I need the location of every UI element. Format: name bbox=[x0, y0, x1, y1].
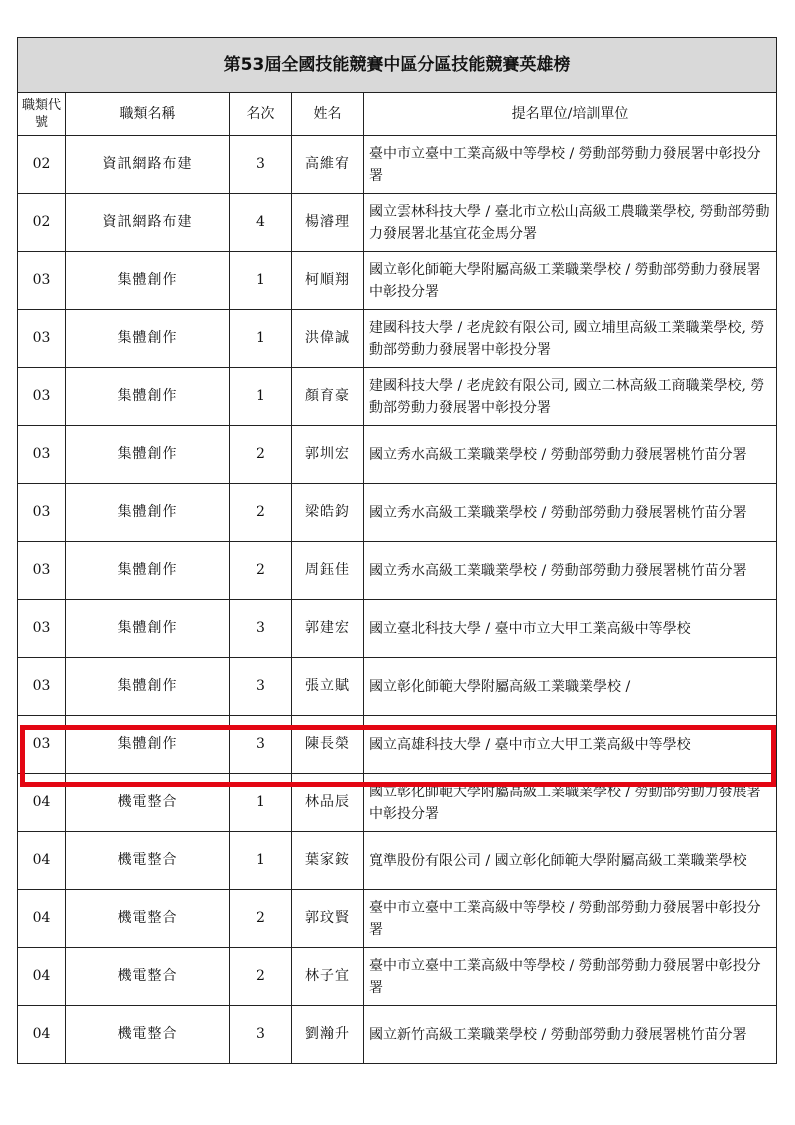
cell-code: 04 bbox=[18, 1006, 66, 1064]
cell-unit: 國立彰化師範大學附屬高級工業職業學校 / 勞動部勞動力發展署中彰投分署 bbox=[364, 252, 777, 310]
table-row bbox=[18, 194, 777, 252]
cell-unit: 國立彰化師範大學附屬高級工業職業學校 / bbox=[364, 658, 777, 716]
cell-category: 集體創作 bbox=[66, 426, 230, 484]
cell-category: 機電整合 bbox=[66, 948, 230, 1006]
cell-rank: 2 bbox=[230, 542, 292, 600]
cell-name: 陳長榮 bbox=[292, 716, 364, 774]
header-unit: 提名單位/培訓單位 bbox=[364, 93, 777, 136]
cell-name: 郭圳宏 bbox=[292, 426, 364, 484]
table-row bbox=[18, 368, 777, 426]
cell-rank: 3 bbox=[230, 600, 292, 658]
cell-unit: 國立臺北科技大學 / 臺中市立大甲工業高級中等學校 bbox=[364, 600, 777, 658]
cell-name: 劉瀚升 bbox=[292, 1006, 364, 1064]
table-row bbox=[18, 890, 777, 948]
cell-rank: 3 bbox=[230, 1006, 292, 1064]
cell-category: 資訊網路布建 bbox=[66, 136, 230, 194]
cell-category: 集體創作 bbox=[66, 658, 230, 716]
cell-unit: 國立雲林科技大學 / 臺北市立松山高級工農職業學校, 勞動部勞動力發展署北基宜花金馬分署 bbox=[364, 194, 777, 252]
cell-unit: 國立彰化師範大學附屬高級工業職業學校 / 勞動部勞動力發展署中彰投分署 bbox=[364, 774, 777, 832]
cell-code: 04 bbox=[18, 948, 66, 1006]
cell-code: 03 bbox=[18, 368, 66, 426]
header-rank: 名次 bbox=[230, 93, 292, 136]
cell-category: 集體創作 bbox=[66, 542, 230, 600]
table-title: 第53屆全國技能競賽中區分區技能競賽英雄榜 bbox=[18, 38, 777, 93]
cell-category: 集體創作 bbox=[66, 252, 230, 310]
cell-code: 03 bbox=[18, 426, 66, 484]
cell-name: 高維宥 bbox=[292, 136, 364, 194]
table-row bbox=[18, 832, 777, 890]
header-code: 職類代號 bbox=[18, 93, 66, 136]
cell-unit: 國立秀水高級工業職業學校 / 勞動部勞動力發展署桃竹苗分署 bbox=[364, 426, 777, 484]
cell-name: 林子宜 bbox=[292, 948, 364, 1006]
cell-rank: 3 bbox=[230, 658, 292, 716]
cell-code: 04 bbox=[18, 832, 66, 890]
cell-category: 集體創作 bbox=[66, 484, 230, 542]
cell-name: 林品辰 bbox=[292, 774, 364, 832]
cell-code: 02 bbox=[18, 194, 66, 252]
cell-unit: 建國科技大學 / 老虎鉸有限公司, 國立埔里高級工業職業學校, 勞動部勞動力發展署中彰投分署 bbox=[364, 310, 777, 368]
cell-name: 張立賦 bbox=[292, 658, 364, 716]
cell-category: 機電整合 bbox=[66, 774, 230, 832]
award-roster-table bbox=[17, 37, 777, 1064]
header-category: 職類名稱 bbox=[66, 93, 230, 136]
table-row bbox=[18, 542, 777, 600]
table-row bbox=[18, 1006, 777, 1064]
cell-unit: 建國科技大學 / 老虎鉸有限公司, 國立二林高級工商職業學校, 勞動部勞動力發展署中彰投分署 bbox=[364, 368, 777, 426]
cell-category: 集體創作 bbox=[66, 600, 230, 658]
cell-name: 楊濬理 bbox=[292, 194, 364, 252]
table-row bbox=[18, 136, 777, 194]
cell-unit: 臺中市立臺中工業高級中等學校 / 勞動部勞動力發展署中彰投分署 bbox=[364, 136, 777, 194]
cell-name: 柯順翔 bbox=[292, 252, 364, 310]
table-row bbox=[18, 310, 777, 368]
cell-code: 03 bbox=[18, 658, 66, 716]
cell-rank: 1 bbox=[230, 310, 292, 368]
cell-code: 04 bbox=[18, 774, 66, 832]
cell-code: 03 bbox=[18, 484, 66, 542]
cell-category: 資訊網路布建 bbox=[66, 194, 230, 252]
cell-unit: 寬準股份有限公司 / 國立彰化師範大學附屬高級工業職業學校 bbox=[364, 832, 777, 890]
cell-unit: 國立秀水高級工業職業學校 / 勞動部勞動力發展署桃竹苗分署 bbox=[364, 542, 777, 600]
table-row bbox=[18, 716, 777, 774]
cell-rank: 2 bbox=[230, 426, 292, 484]
cell-rank: 1 bbox=[230, 252, 292, 310]
cell-category: 機電整合 bbox=[66, 832, 230, 890]
cell-rank: 4 bbox=[230, 194, 292, 252]
table-body bbox=[18, 136, 777, 1064]
cell-code: 03 bbox=[18, 252, 66, 310]
cell-code: 03 bbox=[18, 310, 66, 368]
cell-unit: 臺中市立臺中工業高級中等學校 / 勞動部勞動力發展署中彰投分署 bbox=[364, 948, 777, 1006]
cell-category: 集體創作 bbox=[66, 368, 230, 426]
cell-category: 機電整合 bbox=[66, 1006, 230, 1064]
table-row bbox=[18, 658, 777, 716]
cell-unit: 臺中市立臺中工業高級中等學校 / 勞動部勞動力發展署中彰投分署 bbox=[364, 890, 777, 948]
table-row bbox=[18, 484, 777, 542]
cell-name: 洪偉誠 bbox=[292, 310, 364, 368]
cell-category: 機電整合 bbox=[66, 890, 230, 948]
cell-code: 03 bbox=[18, 716, 66, 774]
cell-rank: 1 bbox=[230, 774, 292, 832]
cell-rank: 2 bbox=[230, 948, 292, 1006]
cell-code: 02 bbox=[18, 136, 66, 194]
table-row bbox=[18, 426, 777, 484]
cell-code: 04 bbox=[18, 890, 66, 948]
cell-category: 集體創作 bbox=[66, 310, 230, 368]
cell-name: 郭玟賢 bbox=[292, 890, 364, 948]
cell-category: 集體創作 bbox=[66, 716, 230, 774]
cell-unit: 國立新竹高級工業職業學校 / 勞動部勞動力發展署桃竹苗分署 bbox=[364, 1006, 777, 1064]
table-row bbox=[18, 252, 777, 310]
table-row bbox=[18, 774, 777, 832]
cell-rank: 3 bbox=[230, 136, 292, 194]
header-name: 姓名 bbox=[292, 93, 364, 136]
cell-name: 周鈺佳 bbox=[292, 542, 364, 600]
cell-unit: 國立高雄科技大學 / 臺中市立大甲工業高級中等學校 bbox=[364, 716, 777, 774]
cell-code: 03 bbox=[18, 542, 66, 600]
cell-name: 葉家銨 bbox=[292, 832, 364, 890]
table-row bbox=[18, 600, 777, 658]
cell-rank: 2 bbox=[230, 890, 292, 948]
cell-unit: 國立秀水高級工業職業學校 / 勞動部勞動力發展署桃竹苗分署 bbox=[364, 484, 777, 542]
cell-rank: 3 bbox=[230, 716, 292, 774]
cell-rank: 1 bbox=[230, 832, 292, 890]
cell-code: 03 bbox=[18, 600, 66, 658]
cell-rank: 1 bbox=[230, 368, 292, 426]
cell-name: 郭建宏 bbox=[292, 600, 364, 658]
cell-name: 顏育豪 bbox=[292, 368, 364, 426]
cell-name: 梁皓鈞 bbox=[292, 484, 364, 542]
table-row bbox=[18, 948, 777, 1006]
cell-rank: 2 bbox=[230, 484, 292, 542]
